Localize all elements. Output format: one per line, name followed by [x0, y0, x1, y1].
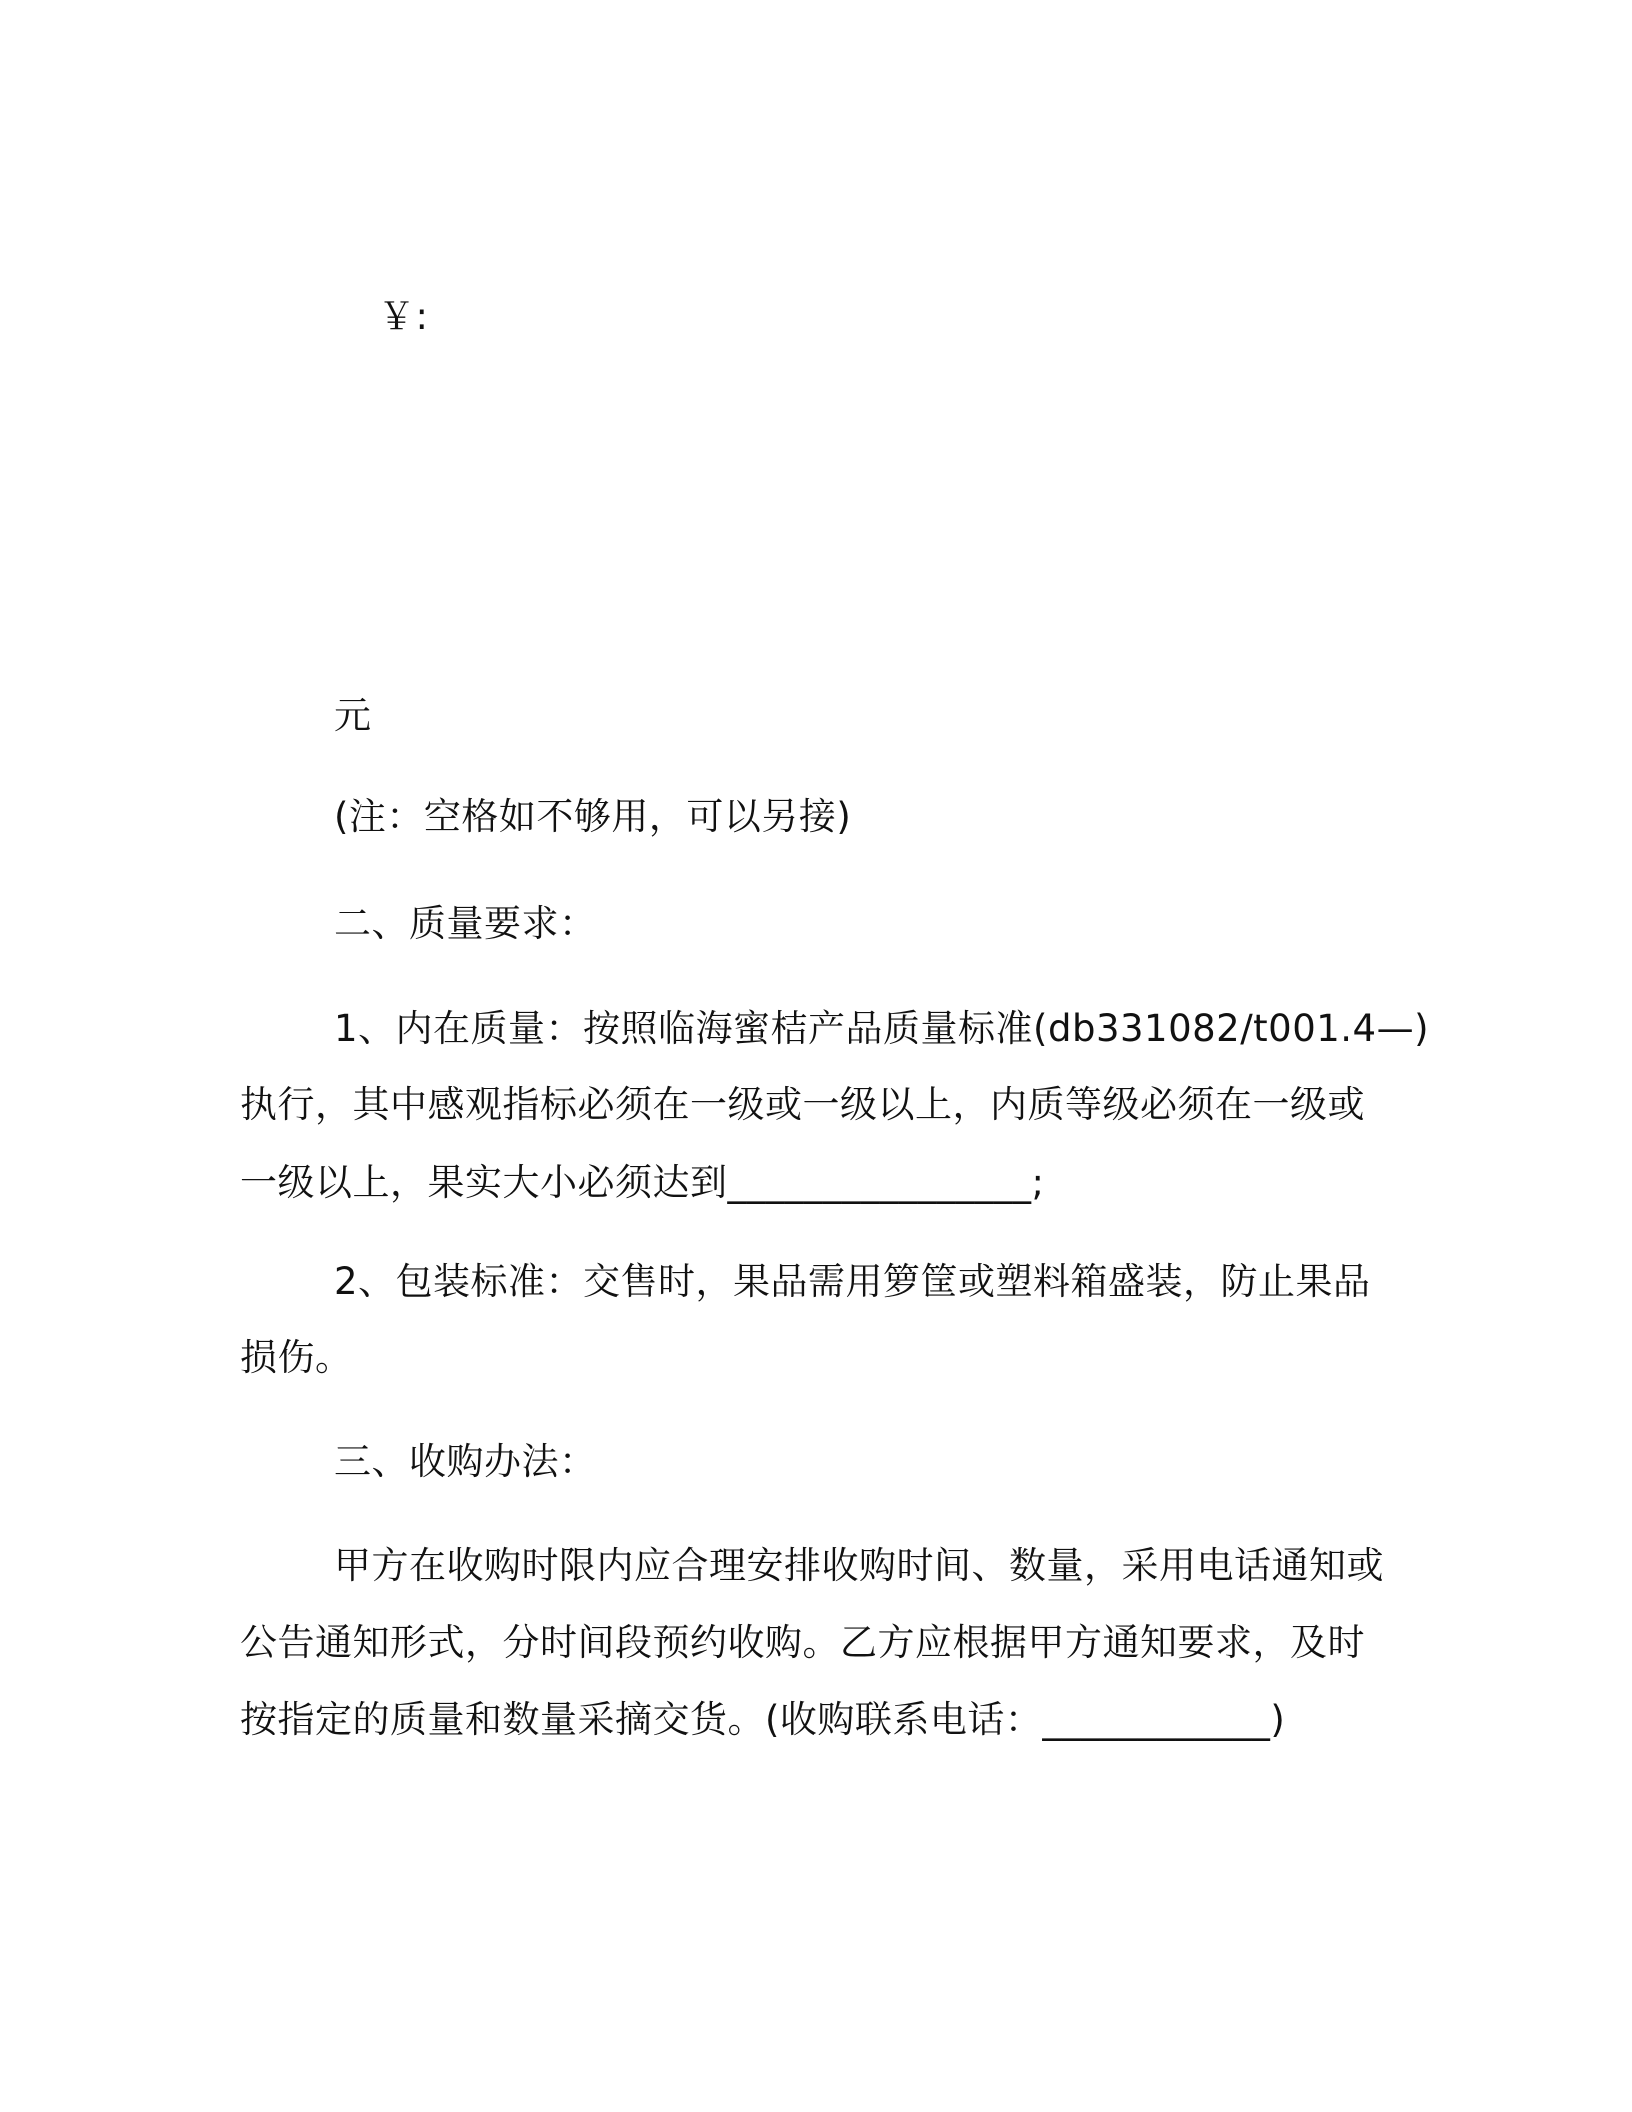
section-3-para-line-1: 甲方在收购时限内应合理安排收购时间、数量，采用电话通知或 [334, 1544, 1384, 1587]
item-2-line-1: 2、包装标准：交售时，果品需用箩筐或塑料箱盛装，防止果品 [334, 1260, 1371, 1303]
item-1-line-2: 执行，其中感观指标必须在一级或一级以上，内质等级必须在一级或 [240, 1083, 1365, 1126]
section-2-heading: 二、质量要求： [334, 902, 597, 945]
section-3-heading: 三、收购办法： [334, 1440, 597, 1483]
note-line: (注：空格如不够用，可以另接) [334, 795, 852, 838]
item-1-line-1: 1、内在质量：按照临海蜜桔产品质量标准(db331082/t001.4—) [334, 1007, 1430, 1050]
section-3-para-line-2: 公告通知形式，分时间段预约收购。乙方应根据甲方通知要求，及时 [240, 1621, 1365, 1664]
section-3-para-line-3: 按指定的质量和数量采摘交货。(收购联系电话：____________) [240, 1698, 1286, 1741]
unit-line: 元 [334, 694, 372, 737]
item-2-line-2: 损伤。 [240, 1336, 353, 1379]
item-1-line-3: 一级以上，果实大小必须达到________________; [240, 1161, 1045, 1204]
currency-label: ￥: [378, 295, 429, 338]
